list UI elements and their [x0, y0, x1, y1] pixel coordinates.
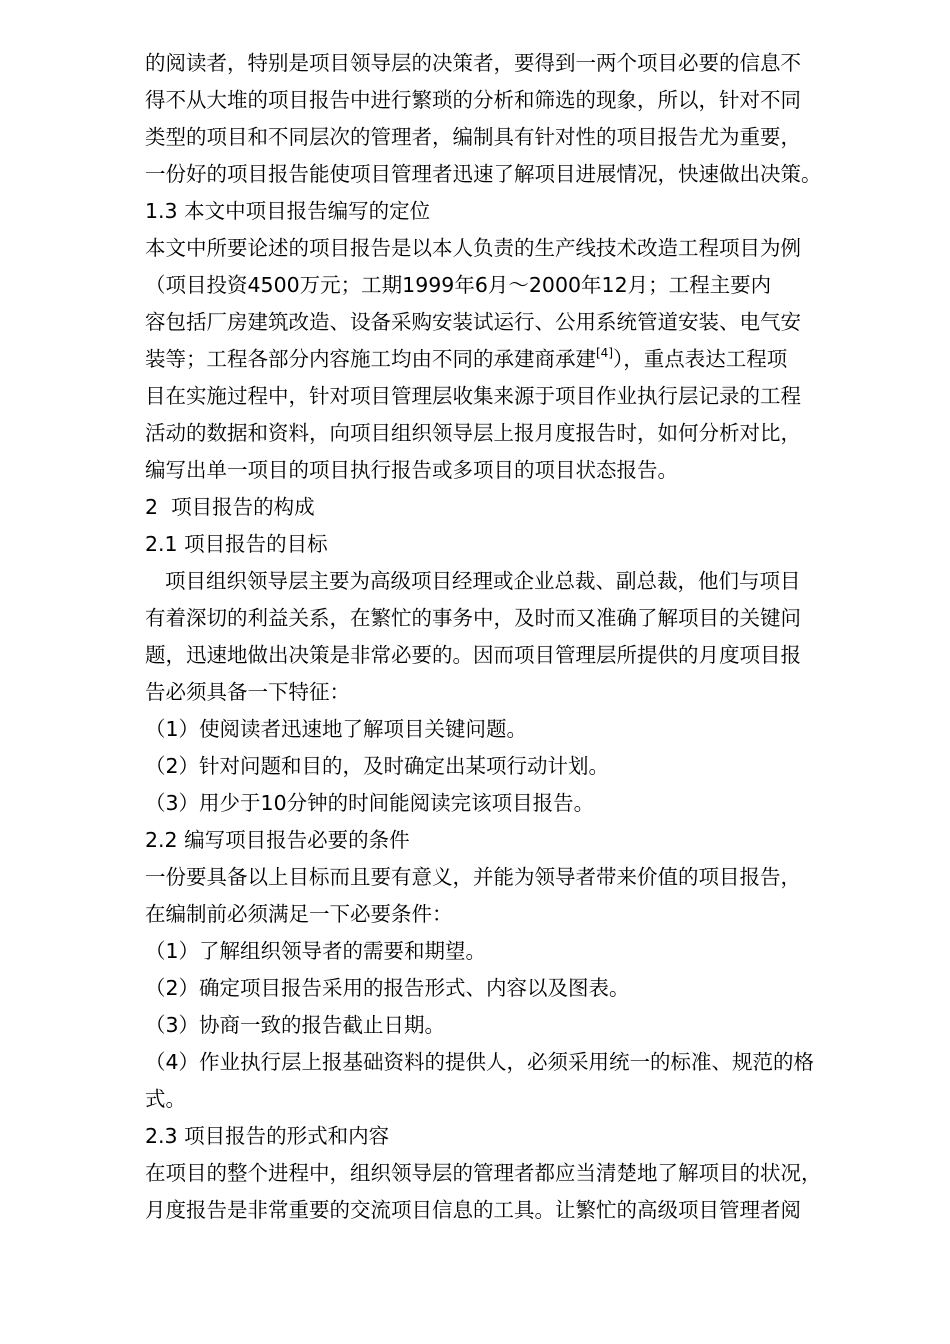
- citation-ref: [4]: [596, 346, 613, 360]
- section-heading-2-2: 2.2 编写项目报告必要的条件: [145, 828, 410, 852]
- list-item-continuation: 式。: [145, 1087, 186, 1111]
- list-item: （1）了解组织领导者的需要和期望。: [145, 939, 487, 963]
- paragraph-line: 本文中所要论述的项目报告是以本人负责的生产线技术改造工程项目为例: [145, 236, 801, 260]
- paragraph-line: 有着深切的利益关系，在繁忙的事务中，及时而又准确了解项目的关键问: [145, 606, 801, 630]
- paragraph-text: 装等；工程各部分内容施工均由不同的承建商承建: [145, 347, 596, 371]
- paragraph-line: 容包括厂房建筑改造、设备采购安装试运行、公用系统管道安装、电气安: [145, 310, 801, 334]
- list-item: （2）针对问题和目的，及时确定出某项行动计划。: [145, 754, 610, 778]
- paragraph-line: 目在实施过程中，针对项目管理层收集来源于项目作业执行层记录的工程: [145, 384, 801, 408]
- paragraph-line: 月度报告是非常重要的交流项目信息的工具。让繁忙的高级项目管理者阅: [145, 1198, 801, 1222]
- list-item: （3）协商一致的报告截止日期。: [145, 1013, 446, 1037]
- section-heading-2: 2 项目报告的构成: [145, 495, 315, 519]
- paragraph-text: ），重点表达工程项: [613, 347, 788, 371]
- list-item: （3）用少于10分钟的时间能阅读完该项目报告。: [145, 791, 595, 815]
- paragraph-line: 题，迅速地做出决策是非常必要的。因而项目管理层所提供的月度项目报: [145, 643, 801, 667]
- paragraph-line: 活动的数据和资料，向项目组织领导层上报月度报告时，如何分析对比，: [145, 421, 801, 445]
- section-heading-2-3: 2.3 项目报告的形式和内容: [145, 1124, 390, 1148]
- paragraph-line: 在编制前必须满足一下必要条件：: [145, 902, 453, 926]
- paragraph-line: 项目组织领导层主要为高级项目经理或企业总裁、副总裁，他们与项目: [165, 569, 801, 593]
- paragraph-line: 一份好的项目报告能使项目管理者迅速了解项目进展情况，快速做出决策。: [145, 162, 822, 186]
- paragraph-line: （项目投资4500万元；工期1999年6月～2000年12月；工程主要内: [145, 273, 772, 297]
- list-item: （4）作业执行层上报基础资料的提供人，必须采用统一的标准、规范的格: [145, 1050, 815, 1074]
- paragraph-line: 一份要具备以上目标而且要有意义，并能为领导者带来价值的项目报告，: [145, 865, 801, 889]
- list-item: （1）使阅读者迅速地了解项目关键问题。: [145, 717, 528, 741]
- section-heading-1-3: 1.3 本文中项目报告编写的定位: [145, 199, 431, 223]
- paragraph-line: 得不从大堆的项目报告中进行繁琐的分析和筛选的现象，所以，针对不同: [145, 88, 801, 112]
- document-body: [145, 45, 880, 1229]
- list-item: （2）确定项目报告采用的报告形式、内容以及图表。: [145, 976, 630, 1000]
- paragraph-line: 告必须具备一下特征：: [145, 680, 350, 704]
- paragraph-line: 的阅读者，特别是项目领导层的决策者，要得到一两个项目必要的信息不: [145, 51, 801, 75]
- paragraph-line-with-citation: [145, 341, 880, 378]
- section-heading-2-1: 2.1 项目报告的目标: [145, 532, 328, 556]
- paragraph-line: 编写出单一项目的项目执行报告或多项目的项目状态报告。: [145, 458, 678, 482]
- paragraph-line: 在项目的整个进程中，组织领导层的管理者都应当清楚地了解项目的状况，: [145, 1161, 822, 1185]
- paragraph-line: 类型的项目和不同层次的管理者，编制具有针对性的项目报告尤为重要，: [145, 125, 801, 149]
